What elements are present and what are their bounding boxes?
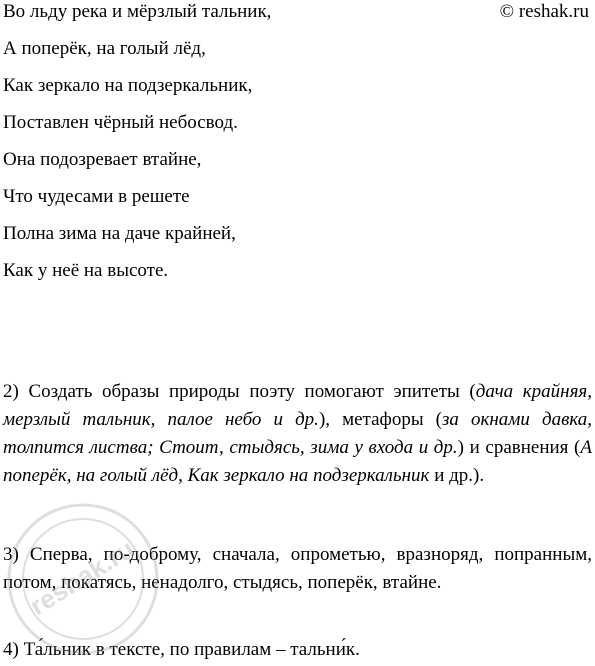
poem-line: Во льду река и мёрзлый тальник,	[3, 1, 272, 22]
answer-4-paragraph: 4) Та́льник в тексте, по правилам – тальни́к.	[3, 639, 360, 660]
poem	[3, 0, 483, 296]
comparisons-examples: А поперёк, на голый лёд, Как зеркало на подзеркальник	[3, 437, 592, 486]
poem-line: Поставлен чёрный небосвод.	[3, 112, 238, 133]
svg-text:reshak.ru: reshak.ru	[24, 533, 140, 622]
poem-line: Как у неё на высоте.	[3, 260, 169, 281]
answer-2-paragraph	[3, 378, 592, 490]
poem-line: Что чудесами в решете	[3, 186, 190, 207]
site-watermark: © reshak.ru	[499, 1, 589, 22]
metaphors-examples: за окнами давка, толпится листва; Стоит, стыдясь, зима у входа и др.	[3, 409, 593, 458]
poem-line: А поперёк, на голый лёд,	[3, 38, 206, 59]
answer-3-paragraph: 3) Сперва, по-доброму, сначала, опрометью, вразноряд, попранным, потом, покатясь, ненадолго, стыдясь, поперёк, втайне.	[3, 544, 592, 593]
answer-2-connector: ) и сравнения (	[457, 437, 581, 458]
answer-2-connector: ), метафоры (	[318, 409, 442, 430]
poem-line: Как зеркало на подзеркальник,	[3, 75, 253, 96]
answer-2-lead: 2) Создать образы природы поэту помогают эпитеты (	[3, 381, 476, 402]
answer-2-tail: и др.).	[429, 465, 485, 486]
poem-line: Полна зима на даче крайней,	[3, 223, 236, 244]
poem-line: Она подозревает втайне,	[3, 149, 202, 170]
epithets-examples: дача крайняя, мерзлый тальник, палое небо и др.	[3, 381, 592, 430]
